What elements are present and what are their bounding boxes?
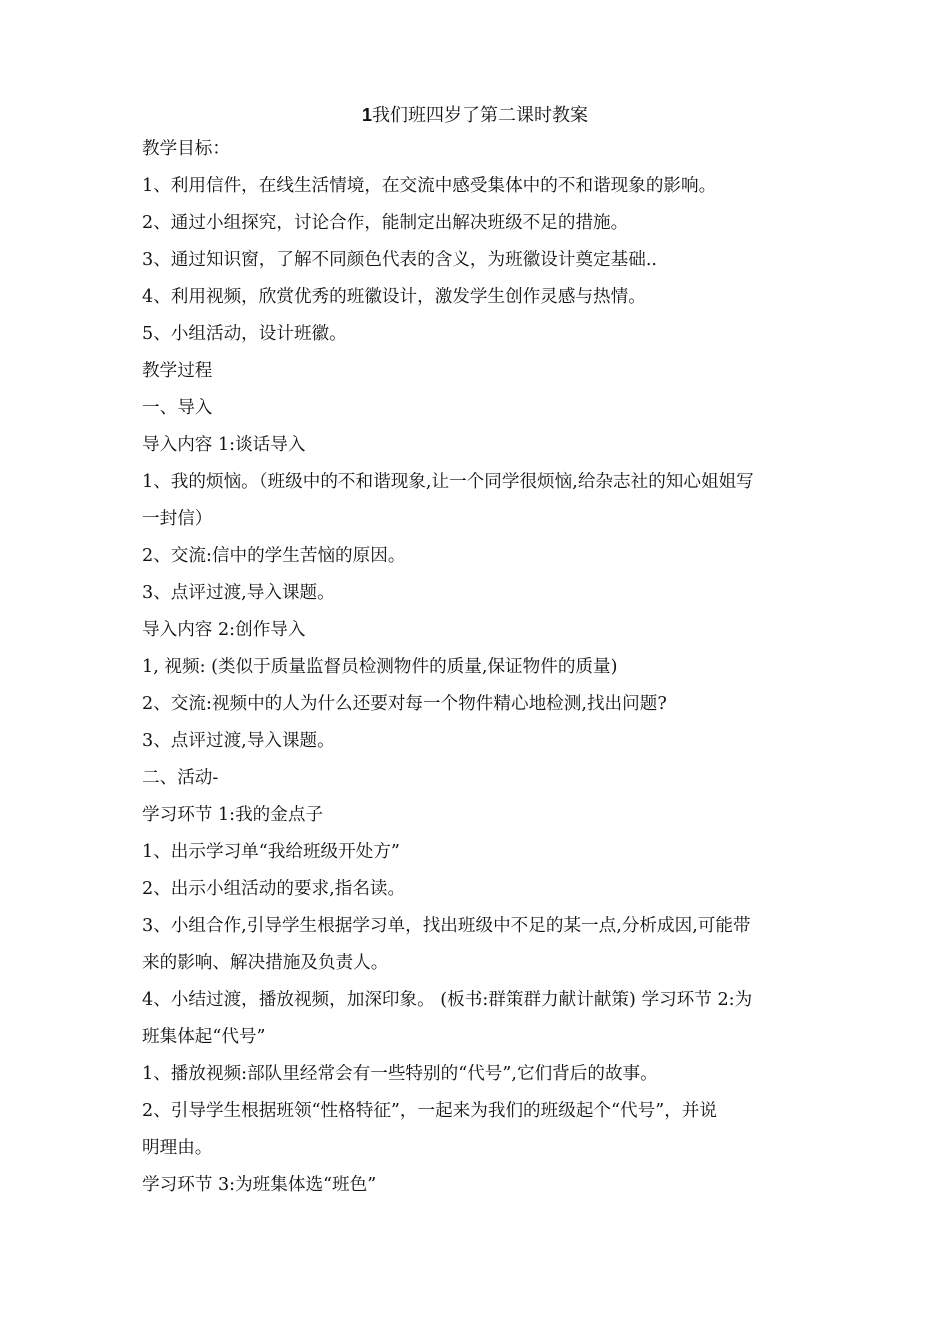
text-line: 2、出示小组活动的要求,指名读。 bbox=[142, 879, 406, 899]
text-line: 一、导入 bbox=[142, 398, 213, 418]
text-line: 3、通过知识窗，了解不同颜色代表的含义，为班徽设计奠定基础.. bbox=[142, 250, 658, 270]
text-line: 班集体起“代号” bbox=[142, 1027, 266, 1047]
text-line: 1、播放视频:部队里经常会有一些特别的“代号”,它们背后的故事。 bbox=[142, 1064, 658, 1084]
text-line: 教学过程 bbox=[142, 361, 213, 381]
text-line: 学习环节 1:我的金点子 bbox=[142, 805, 324, 825]
text-line: 2、引导学生根据班领“性格特征”，一起来为我们的班级起个“代号”，并说 bbox=[142, 1101, 717, 1121]
text-line: 4、小结过渡，播放视频，加深印象。 (板书:群策群力献计献策) 学习环节 2:为 bbox=[142, 990, 753, 1010]
text-line: 教学目标： bbox=[142, 139, 230, 159]
text-line: 5、小组活动，设计班徽。 bbox=[142, 324, 347, 344]
document-title bbox=[0, 100, 950, 131]
text-line: 4、利用视频，欣赏优秀的班徽设计，激发学生创作灵感与热情。 bbox=[142, 287, 646, 307]
text-line: 导入内容 2:创作导入 bbox=[142, 620, 306, 640]
text-line: 2、交流:视频中的人为什么还要对每一个物件精心地检测,找出问题? bbox=[142, 694, 667, 714]
text-line: 3、点评过渡,导入课题。 bbox=[142, 731, 335, 751]
text-line: 一封信） bbox=[142, 509, 213, 529]
text-line: 导入内容 1:谈话导入 bbox=[142, 435, 306, 455]
title-number: 1 bbox=[361, 105, 372, 125]
text-line: 明理由。 bbox=[142, 1138, 213, 1158]
text-line: 来的影响、解决措施及负责人。 bbox=[142, 953, 389, 973]
text-line: 3、小组合作,引导学生根据学习单，找出班级中不足的某一点,分析成因,可能带 bbox=[142, 916, 751, 936]
document-body bbox=[142, 131, 822, 1204]
text-line: 1、我的烦恼。（班级中的不和谐现象,让一个同学很烦恼,给杂志社的知心姐姐写 bbox=[142, 472, 754, 492]
text-line: 二、活动- bbox=[142, 768, 219, 788]
text-line: 1, 视频: (类似于质量监督员检测物件的质量,保证物件的质量) bbox=[142, 657, 618, 677]
text-line: 2、通过小组探究，讨论合作，能制定出解决班级不足的措施。 bbox=[142, 213, 629, 233]
text-line: 学习环节 3:为班集体选“班色” bbox=[142, 1175, 377, 1195]
text-line: 2、交流:信中的学生苦恼的原因。 bbox=[142, 546, 406, 566]
text-line: 3、点评过渡,导入课题。 bbox=[142, 583, 335, 603]
text-line: 1、出示学习单“我给班级开处方” bbox=[142, 842, 400, 862]
title-text: 我们班四岁了第二课时教案 bbox=[372, 105, 588, 126]
text-line: 1、利用信件，在线生活情境，在交流中感受集体中的不和谐现象的影响。 bbox=[142, 176, 717, 196]
